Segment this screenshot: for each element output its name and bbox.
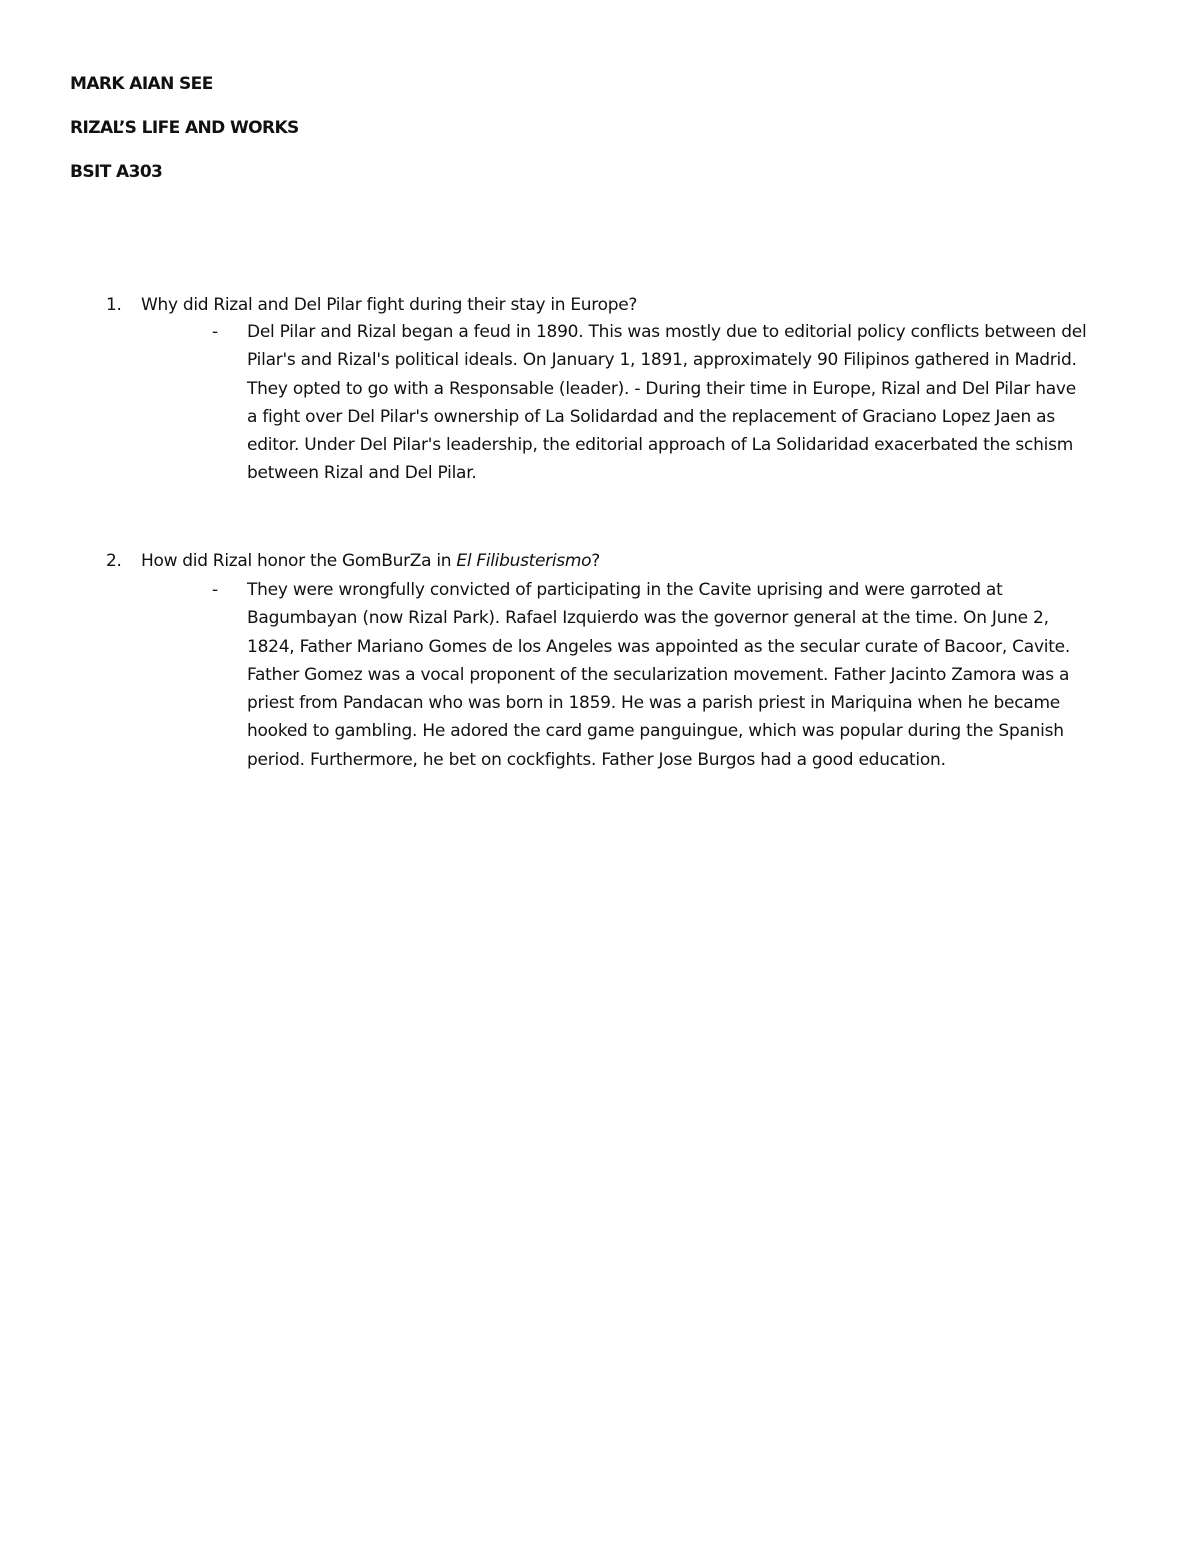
question-1-number: 1. xyxy=(106,295,122,315)
question-2-book-title: El Filibusterismo xyxy=(456,551,592,571)
course-title: RIZAL’S LIFE AND WORKS xyxy=(70,118,299,138)
answer-2 xyxy=(212,576,1142,774)
question-1-text: Why did Rizal and Del Pilar fight during their stay in Europe? xyxy=(141,295,638,315)
answer-1-line: editor. Under Del Pilar's leadership, the editorial approach of La Solidaridad exacerbated the schism xyxy=(247,435,1074,456)
question-2-number: 2. xyxy=(106,551,122,571)
question-2-text-suffix: ? xyxy=(591,551,600,571)
answer-1-line: They opted to go with a Responsable (leader). - During their time in Europe, Rizal and Del Pilar have xyxy=(247,378,1076,399)
question-1 xyxy=(106,295,637,315)
answer-2-line: period. Furthermore, he bet on cockfights. Father Jose Burgos had a good education. xyxy=(247,749,946,770)
answer-2-line: Bagumbayan (now Rizal Park). Rafael Izquierdo was the governor general at the time. On June 2, xyxy=(247,608,1049,629)
answer-1-line: a fight over Del Pilar's ownership of La Solidardad and the replacement of Graciano Lopez Jaen as xyxy=(247,406,1055,427)
section-label: BSIT A303 xyxy=(70,162,163,182)
question-2-text-prefix: How did Rizal honor the GomBurZa in xyxy=(141,551,457,571)
answer-2-bullet: - xyxy=(212,580,218,600)
answer-2-line: priest from Pandacan who was born in 1859. He was a parish priest in Mariquina when he became xyxy=(247,693,1060,714)
answer-2-line: Father Gomez was a vocal proponent of the secularization movement. Father Jacinto Zamora was a xyxy=(247,664,1070,685)
answer-1-line: between Rizal and Del Pilar. xyxy=(247,463,477,484)
answer-1-line: Del Pilar and Rizal began a feud in 1890. This was mostly due to editorial policy conflicts between del xyxy=(247,322,1087,342)
answer-1-bullet: - xyxy=(212,322,218,342)
answer-2-line: 1824, Father Mariano Gomes de los Angeles was appointed as the secular curate of Bacoor, Cavite. xyxy=(247,636,1071,657)
student-name: MARK AIAN SEE xyxy=(70,74,213,94)
answer-2-line: They were wrongfully convicted of participating in the Cavite uprising and were garroted at xyxy=(247,580,1003,600)
answer-1-line: Pilar's and Rizal's political ideals. On January 1, 1891, approximately 90 Filipinos gathered in Madrid. xyxy=(247,350,1077,371)
answer-1 xyxy=(212,318,1142,488)
question-2 xyxy=(106,551,600,571)
answer-2-line: hooked to gambling. He adored the card game panguingue, which was popular during the Spanish xyxy=(247,721,1064,742)
